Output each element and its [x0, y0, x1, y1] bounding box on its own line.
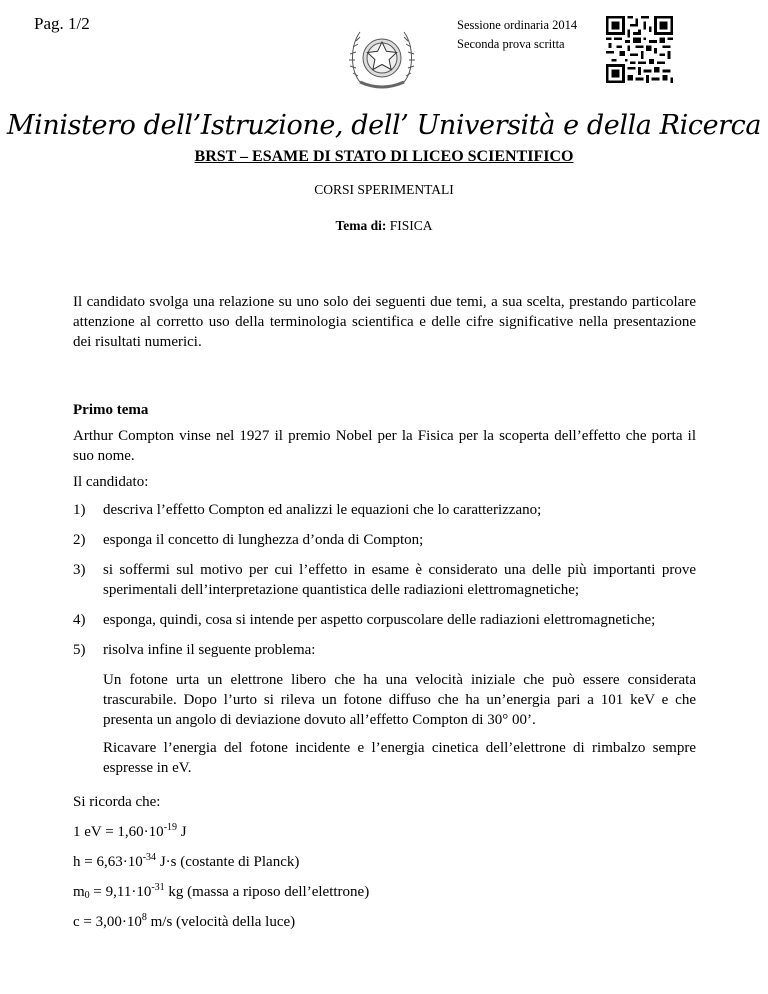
formula-exponent: -19 — [163, 822, 178, 833]
problem-question: Ricavare l’energia del fotone incidente e l’energia cinetica dell’elettrone di rimbalzo sempre espresse in eV. — [103, 740, 696, 776]
session-info — [457, 16, 577, 54]
republic-emblem-icon — [346, 16, 418, 94]
reminder-label: Si ricorda che: — [73, 794, 161, 810]
compton-paragraph: Arthur Compton vinse nel 1927 il premio Nobel per la Fisica per la scoperta dell’effetto che porta il suo nome. — [73, 428, 696, 464]
formula-exponent: 8 — [141, 912, 147, 923]
formula-planck — [73, 852, 299, 872]
formula-text: = 9,11·10 — [89, 884, 152, 900]
list-number: 5) — [73, 642, 86, 658]
formula-text: c = 3,00·10 — [73, 914, 142, 930]
list-number: 4) — [73, 612, 86, 628]
theme-line — [0, 218, 768, 234]
ministry-heading: Ministero dell’Istruzione, dell’ Università e della Ricerca — [6, 110, 762, 141]
formula-electron-mass — [73, 882, 369, 902]
courses-label: CORSI SPERIMENTALI — [314, 182, 454, 197]
theme-value: FISICA — [389, 218, 433, 233]
formula-text: m — [73, 884, 85, 900]
list-text: descriva l’effetto Compton ed analizzi le equazioni che lo caratterizzano; — [103, 502, 542, 518]
formula-subscript: 0 — [84, 890, 90, 901]
formula-text: J·s (costante di Planck) — [156, 854, 300, 870]
list-text: si soffermi sul motivo per cui l’effetto in esame è considerato una delle più importanti prove sperimentali dell’interpretazione quantistica delle radiazioni elettromagnetiche; — [103, 562, 696, 598]
formula-text: h = 6,63·10 — [73, 854, 143, 870]
candidate-label: Il candidato: — [73, 474, 149, 490]
theme-label: Tema di: — [335, 218, 387, 233]
exam-title: BRST – ESAME DI STATO DI LICEO SCIENTIFICO — [194, 148, 574, 165]
problem-paragraph: Un fotone urta un elettrone libero che ha una velocità iniziale che può essere considerata trascurabile. Dopo l’urto si rileva un fotone diffuso che ha un’energia pari a 101 keV e che presenta un angolo di deviazione dovuto all’effetto Compton di 30° 00’. — [103, 672, 696, 728]
list-text: esponga, quindi, cosa si intende per aspetto corpuscolare delle radiazioni elettromagnetiche; — [103, 612, 656, 628]
formula-text: kg (massa a riposo dell’elettrone) — [164, 884, 370, 900]
page-number: Pag. 1/2 — [34, 14, 90, 33]
section-heading: Primo tema — [73, 402, 149, 418]
list-text: risolva infine il seguente problema: — [103, 642, 316, 658]
formula-exponent: -31 — [151, 882, 165, 893]
list-text: esponga il concetto di lunghezza d’onda di Compton; — [103, 532, 424, 548]
list-number: 1) — [73, 502, 86, 518]
qr-code-icon — [606, 16, 673, 83]
formula-electronvolt — [73, 822, 187, 842]
intro-paragraph: Il candidato svolga una relazione su uno solo dei seguenti due temi, a sua scelta, prestando particolare attenzione al corretto uso della terminologia scientifica e delle cifre significative nella presentazione dei risultati numerici. — [73, 294, 696, 350]
formula-exponent: -34 — [142, 852, 157, 863]
formula-text: m/s (velocità della luce) — [146, 914, 296, 930]
session-line: Sessione ordinaria 2014 — [457, 18, 578, 32]
formula-text: J — [177, 824, 187, 840]
exam-part-line: Seconda prova scritta — [457, 37, 565, 51]
formula-light-speed — [73, 912, 295, 932]
list-number: 3) — [73, 562, 86, 578]
formula-text: 1 eV = 1,60·10 — [73, 824, 164, 840]
list-number: 2) — [73, 532, 86, 548]
